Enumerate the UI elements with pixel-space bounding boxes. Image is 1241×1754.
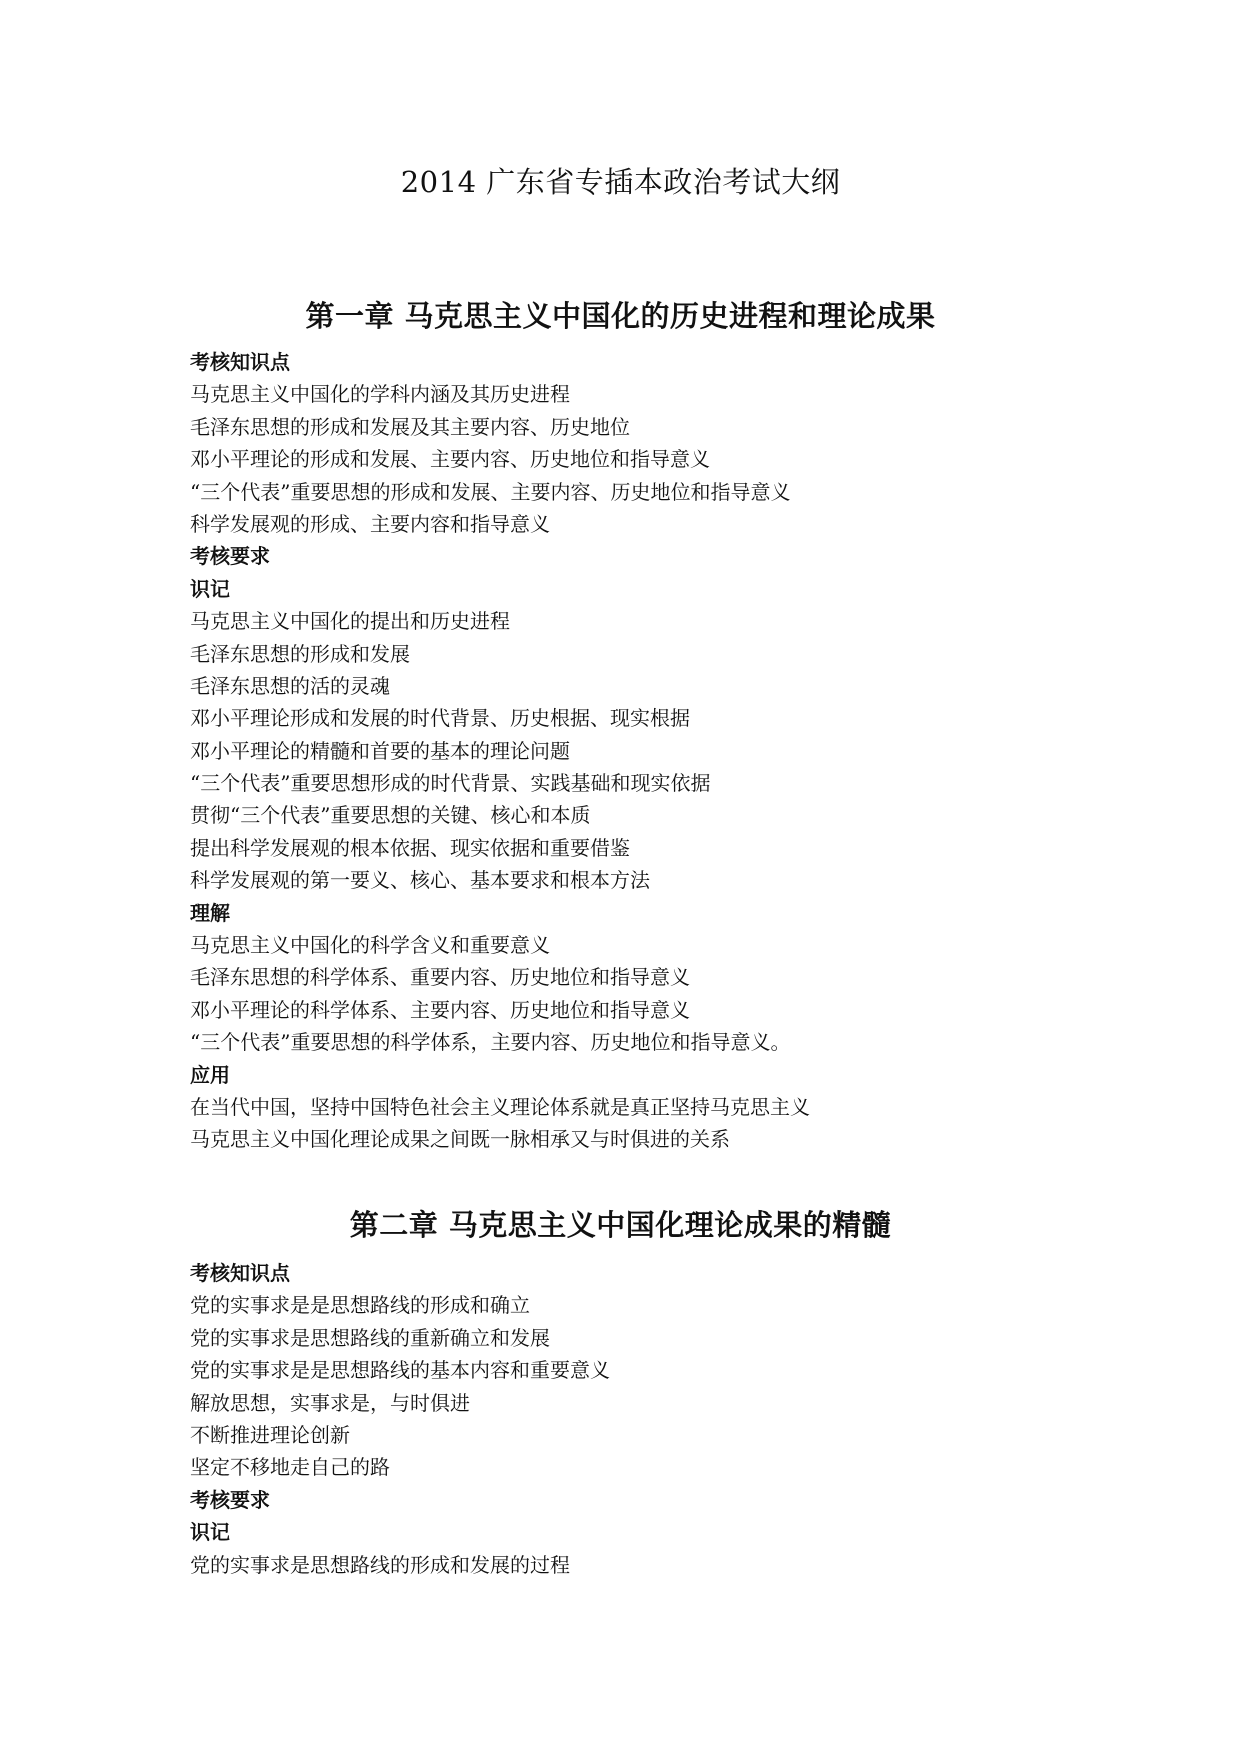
list-item: 党的实事求是思想路线的重新确立和发展 <box>190 1325 550 1350</box>
section-heading: 识记 <box>190 1520 230 1545</box>
document-title: 2014 广东省专插本政治考试大纲 <box>400 165 841 199</box>
list-item: 毛泽东思想的活的灵魂 <box>190 673 390 698</box>
list-item: “三个代表”重要思想形成的时代背景、实践基础和现实依据 <box>190 771 711 796</box>
section-heading: 理解 <box>190 900 230 925</box>
section-heading: 考核要求 <box>190 544 270 569</box>
chapter-1-content <box>190 346 1090 1156</box>
chapter-2-content <box>190 1257 1090 1581</box>
section-heading: 识记 <box>190 576 230 601</box>
list-item: 科学发展观的形成、主要内容和指导意义 <box>190 511 550 536</box>
list-item: 马克思主义中国化理论成果之间既一脉相承又与时俱进的关系 <box>190 1127 730 1152</box>
list-item: 解放思想，实事求是，与时俱进 <box>190 1390 470 1415</box>
list-item: 党的实事求是思想路线的形成和发展的过程 <box>190 1552 570 1577</box>
list-item: 坚定不移地走自己的路 <box>190 1455 390 1480</box>
list-item: 党的实事求是是思想路线的基本内容和重要意义 <box>190 1358 610 1383</box>
section-heading: 考核知识点 <box>190 350 290 374</box>
list-item: 毛泽东思想的形成和发展 <box>190 641 410 666</box>
list-item: 党的实事求是是思想路线的形成和确立 <box>190 1293 530 1318</box>
list-item: 毛泽东思想的形成和发展及其主要内容、历史地位 <box>190 414 630 439</box>
section-heading: 考核要求 <box>190 1487 270 1512</box>
list-item: 在当代中国，坚持中国特色社会主义理论体系就是真正坚持马克思主义 <box>190 1094 810 1119</box>
section-heading: 应用 <box>190 1062 230 1087</box>
list-item: 邓小平理论的形成和发展、主要内容、历史地位和指导意义 <box>190 447 710 472</box>
list-item: 邓小平理论的精髓和首要的基本的理论问题 <box>190 738 570 763</box>
list-item: 邓小平理论形成和发展的时代背景、历史根据、现实根据 <box>190 706 690 731</box>
list-item: 毛泽东思想的科学体系、重要内容、历史地位和指导意义 <box>190 965 690 990</box>
list-item: 贯彻“三个代表”重要思想的关键、核心和本质 <box>190 803 591 828</box>
list-item: 马克思主义中国化的科学含义和重要意义 <box>190 933 550 958</box>
list-item: “三个代表”重要思想的科学体系，主要内容、历史地位和指导意义。 <box>190 1030 791 1055</box>
section-heading: 考核知识点 <box>190 1261 290 1285</box>
list-item: “三个代表”重要思想的形成和发展、主要内容、历史地位和指导意义 <box>190 479 791 504</box>
chapter-2-title: 第二章 马克思主义中国化理论成果的精髓 <box>349 1208 892 1242</box>
list-item: 提出科学发展观的根本依据、现实依据和重要借鉴 <box>190 835 630 860</box>
list-item: 邓小平理论的科学体系、主要内容、历史地位和指导意义 <box>190 997 690 1022</box>
list-item: 马克思主义中国化的提出和历史进程 <box>190 609 510 634</box>
list-item: 不断推进理论创新 <box>190 1422 350 1447</box>
list-item: 马克思主义中国化的学科内涵及其历史进程 <box>190 382 570 407</box>
list-item: 科学发展观的第一要义、核心、基本要求和根本方法 <box>190 868 650 893</box>
chapter-1-title: 第一章 马克思主义中国化的历史进程和理论成果 <box>305 299 936 333</box>
